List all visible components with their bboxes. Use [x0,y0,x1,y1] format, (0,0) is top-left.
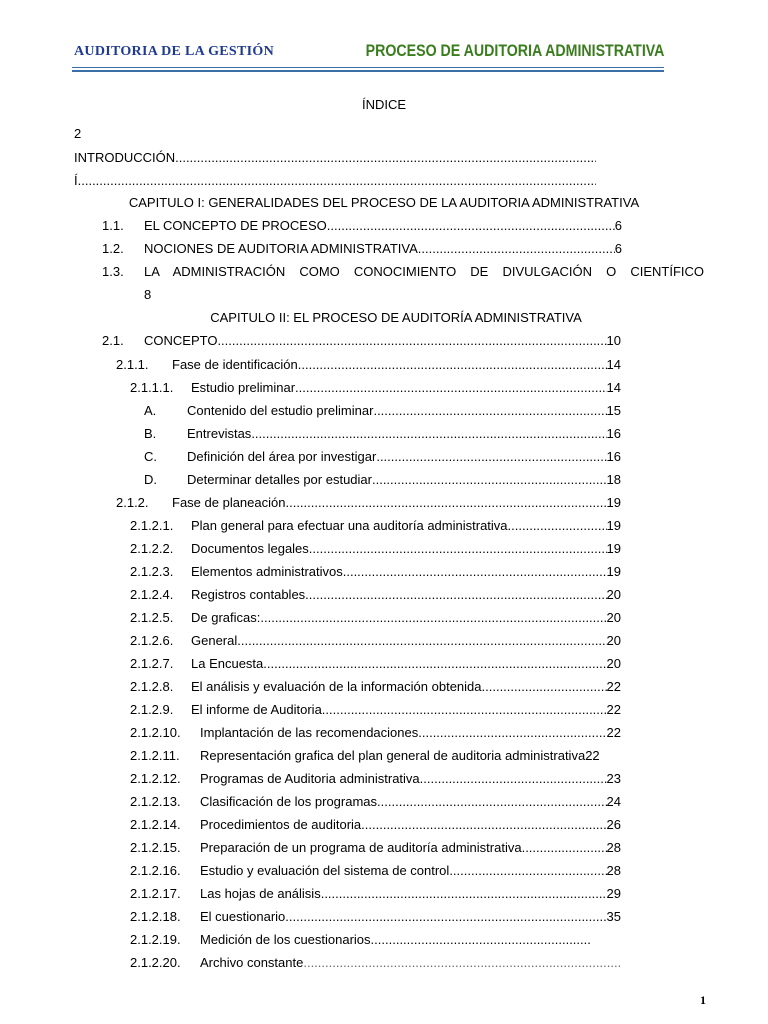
toc-entry-number: 2.1.2.5. [130,610,174,625]
toc-entry-text: Estudio preliminar [191,380,296,395]
toc-entry[interactable] [130,771,621,787]
toc-entry-page: 16 [606,449,621,464]
toc-entry-text: Preparación de un programa de auditoría administrativa [200,840,522,855]
toc-leader-dots [373,403,606,419]
header-right-title: PROCESO DE AUDITORIA ADMINISTRATIVA [365,42,664,60]
header-divider [72,67,664,72]
toc-entry-text: Documentos legales [191,541,309,556]
toc-entry-text: Registros contables [191,587,306,602]
toc-leader-dots [418,241,615,257]
toc-entry[interactable] [130,886,621,902]
toc-entry-number: 1.1. [102,218,124,233]
toc-leader-dots [303,955,621,971]
toc-entry-page: 14 [606,380,621,395]
toc-entry-number: 2.1.2.18. [130,909,181,924]
toc-entry-text: Procedimientos de auditoria [200,817,362,832]
toc-entry[interactable] [102,241,622,257]
toc-entry-page: 20 [606,633,621,648]
toc-entry[interactable] [130,380,621,396]
toc-leader-dots [418,725,606,741]
toc-leader-dots [322,702,607,718]
toc-entry-page: 6 [614,241,622,256]
toc-entry-number: 2.1.2.14. [130,817,181,832]
toc-entry-page: 10 [606,333,621,348]
toc-leader-dots [260,610,606,626]
toc-entry-number: 2.1.2.2. [130,541,174,556]
toc-leader-dots [175,150,596,166]
toc-leader-dots [237,633,606,649]
toc-entry-text: NOCIONES DE AUDITORIA ADMINISTRATIVA [144,241,418,256]
toc-entry-page: 15 [606,403,621,418]
toc-leader-dots [420,771,607,787]
toc-entry-page: 14 [606,357,621,372]
toc-entry[interactable] [116,495,621,511]
toc-entry-number: 1.3. [102,264,124,279]
toc-leader-dots [343,564,607,580]
toc-entry-number: 2.1.2.17. [130,886,181,901]
toc-leader-dots [371,932,592,948]
chapter-1-heading: CAPITULO I: GENERALIDADES DEL PROCESO DE LA AUDITORIA ADMINISTRATIVA [128,195,640,210]
toc-leader-dots [78,173,596,189]
toc-entry[interactable] [130,955,621,971]
toc-entry-text: Plan general para efectuar una auditoría administrativa [191,518,508,533]
chapter-2-heading: CAPITULO II: EL PROCESO DE AUDITORÍA ADMINISTRATIVA [210,310,582,325]
toc-leader-dots [522,840,607,856]
toc-entry-text: Contenido del estudio preliminar [187,403,374,418]
toc-entry-number: 2.1. [102,333,124,348]
toc-entry-number: 2.1.2.10. [130,725,181,740]
stray-number: 2 [74,126,82,141]
toc-entry[interactable] [130,587,621,603]
toc-leader-dots [298,357,607,373]
toc-entry-number: 2.1.1. [116,357,149,372]
toc-entry-number: A. [144,403,157,418]
toc-leader-dots [377,794,607,810]
toc-entry-page: 28 [606,863,621,878]
toc-entry-page: 6 [614,218,622,233]
toc-entry[interactable] [130,909,621,925]
toc-leader-dots [251,426,606,442]
toc-entry-text: Determinar detalles por estudiar [187,472,372,487]
toc-entry-text: De graficas: [191,610,261,625]
toc-entry-number: 2.1.2.12. [130,771,181,786]
toc-entry-1-3[interactable] [102,264,704,280]
toc-entry-number: 2.1.2.20. [130,955,181,970]
toc-entry-page: 23 [606,771,621,786]
toc-entry-page: 22 [606,679,621,694]
toc-entry[interactable] [144,426,621,442]
toc-entry-introduccion[interactable] [74,150,596,166]
toc-entry-page: 28 [606,840,621,855]
toc-entry[interactable] [102,218,622,234]
toc-entry[interactable] [130,518,621,534]
toc-entry-text: General [191,633,238,648]
toc-leader-dots [309,541,607,557]
toc-entry[interactable] [144,449,621,465]
toc-entry[interactable] [130,564,621,580]
toc-entry-number: 2.1.2.16. [130,863,181,878]
toc-entry-page: 18 [606,472,621,487]
toc-entry-text: Estudio y evaluación del sistema de control [200,863,450,878]
toc-entry-text: Archivo constante [200,955,304,970]
toc-leader-dots [361,817,606,833]
toc-leader-dots [217,333,606,349]
header-left-title: AUDITORIA DE LA GESTIÓN [74,44,274,59]
toc-entry-page: 26 [606,817,621,832]
toc-entry-text: El informe de Auditoria [191,702,322,717]
toc-entry-text: El análisis y evaluación de la información obtenida [191,679,482,694]
toc-entry-page: 22 [606,725,621,740]
toc-entry[interactable] [130,679,621,695]
toc-entry[interactable] [130,817,621,833]
toc-entry-number: 2.1.2.15. [130,840,181,855]
toc-leader-dots [321,886,607,902]
toc-entry-text: Fase de planeación [172,495,286,510]
toc-entry-page: 19 [606,518,621,533]
toc-entry-text: El cuestionario [200,909,286,924]
toc-entry-text: La Encuesta [191,656,264,671]
toc-entry[interactable] [116,357,621,373]
toc-entry-text: Fase de identificación [172,357,298,372]
toc-entry-text: Definición del área por investigar [187,449,377,464]
toc-entry-page: 22 [606,702,621,717]
toc-leader-dots [372,472,607,488]
toc-entry-i[interactable] [74,173,596,189]
toc-entry-page: 20 [606,656,621,671]
toc-entry-page: 20 [606,587,621,602]
toc-entry-text: Í [74,173,78,188]
toc-entry-page: 35 [606,909,621,924]
toc-entry-number: D. [144,472,157,487]
toc-entry[interactable] [130,794,621,810]
toc-entry-page: 29 [606,886,621,901]
toc-entry-page: 16 [606,426,621,441]
toc-entry-number: 2.1.2.13. [130,794,181,809]
toc-entry-number: 2.1.2.1. [130,518,174,533]
toc-entry-number: 2.1.2. [116,495,149,510]
toc-entry-page: 19 [606,541,621,556]
toc-entry[interactable] [130,610,621,626]
toc-leader-dots [482,679,607,695]
toc-entry[interactable] [130,656,621,672]
toc-entry-number: 2.1.2.6. [130,633,174,648]
toc-entry-number: 2.1.2.8. [130,679,174,694]
toc-entry-number: 2.1.2.4. [130,587,174,602]
toc-entry-text: Las hojas de análisis [200,886,321,901]
toc-leader-dots [263,656,606,672]
toc-entry[interactable] [130,840,621,856]
toc-entry-number: 2.1.2.7. [130,656,174,671]
toc-entry-number: 2.1.2.11. [130,748,180,763]
toc-entry-text: EL CONCEPTO DE PROCESO [144,218,327,233]
toc-entry-page: 8 [144,287,152,302]
toc-entry-number: 2.1.2.3. [130,564,174,579]
toc-entry[interactable] [144,403,621,419]
toc-entry-number: C. [144,449,157,464]
toc-entry-number: 2.1.1.1. [130,380,174,395]
toc-entry-text: Entrevistas [187,426,252,441]
toc-entry-number: 2.1.2.9. [130,702,174,717]
toc-entry-text: Elementos administrativos [191,564,343,579]
toc-entry-number: B. [144,426,157,441]
toc-leader-dots [305,587,606,603]
toc-entry-number: 2.1.2.19. [130,932,181,947]
toc-entry-text: INTRODUCCIÓN [74,150,176,165]
toc-entry-text: Implantación de las recomendaciones [200,725,419,740]
toc-entry[interactable] [102,333,621,349]
toc-entry[interactable] [130,932,592,948]
toc-leader-dots [285,495,606,511]
toc-entry-page: 20 [606,610,621,625]
toc-entry-text: Representación grafica del plan general de auditoria administrativa [200,748,586,763]
toc-leader-dots [327,218,615,234]
toc-entry-page: 19 [606,564,621,579]
toc-entry-text: CONCEPTO [144,333,218,348]
toc-entry-text: Clasificación de los programas [200,794,378,809]
toc-leader-dots [295,380,606,396]
toc-entry[interactable] [130,748,600,764]
toc-entry[interactable] [130,541,621,557]
toc-entry-page: 19 [606,495,621,510]
page-title: ÍNDICE [361,97,407,112]
toc-leader-dots [376,449,606,465]
toc-entry[interactable] [130,633,621,649]
toc-entry-text: Medición de los cuestionarios [200,932,371,947]
toc-entry-text: Programas de Auditoria administrativa [200,771,420,786]
toc-leader-dots [285,909,606,925]
toc-entry[interactable] [130,702,621,718]
toc-entry[interactable] [130,725,621,741]
toc-leader-dots [508,518,607,534]
toc-leader-dots [449,863,606,879]
toc-entry[interactable] [144,472,621,488]
toc-entry-number: 1.2. [102,241,124,256]
footer-page-number: 1 [700,993,706,1007]
toc-entry[interactable] [130,863,621,879]
toc-entry-text: LA ADMINISTRACIÓN COMO CONOCIMIENTO DE DIVULGACIÓN O CIENTÍFICO [144,264,704,279]
toc-entry-page: 24 [606,794,621,809]
toc-entry-page: 22 [585,748,600,763]
